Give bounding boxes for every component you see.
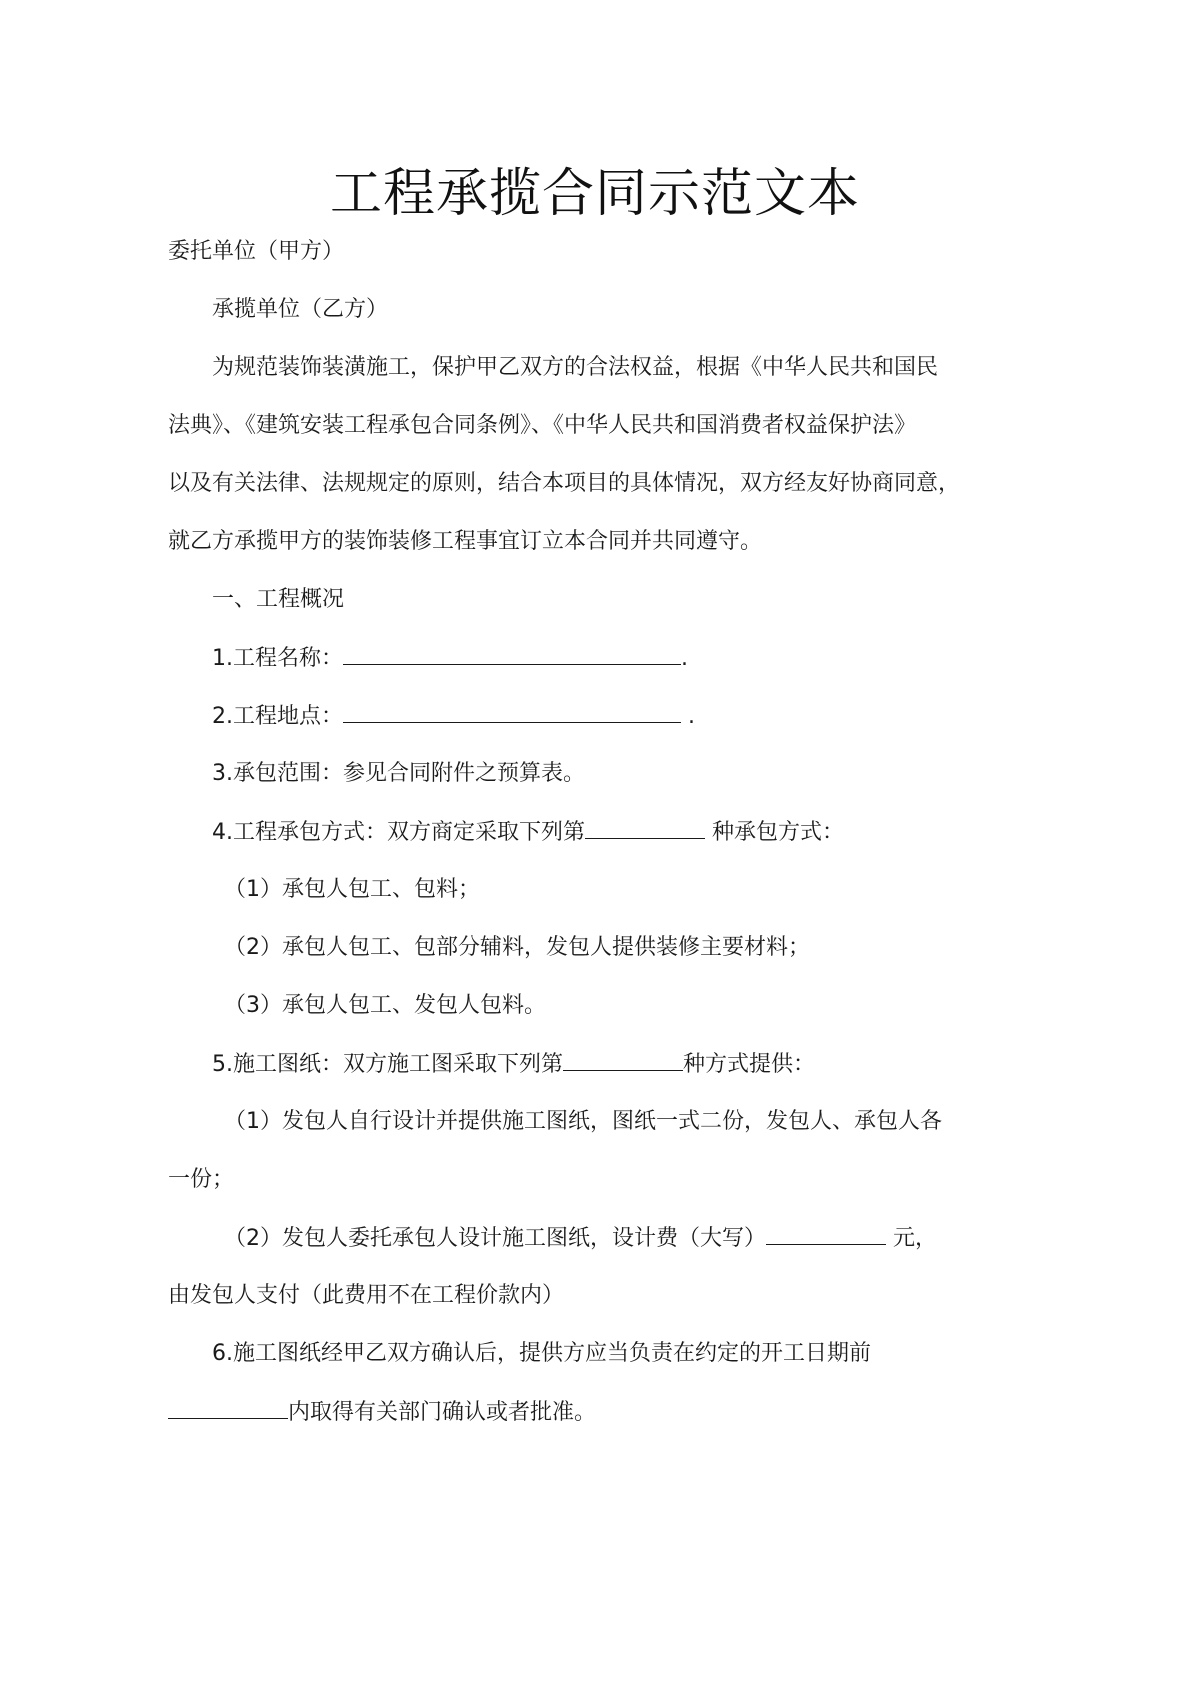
project-location-blank[interactable] xyxy=(343,700,681,723)
method-option-2: （2）承包人包工、包部分辅料，发包人提供装修主要材料； xyxy=(224,935,810,960)
preamble-line-1: 为规范装饰装潢施工，保护甲乙双方的合法权益，根据《中华人民共和国民 xyxy=(212,355,939,380)
drawings-option-1-line-2: 一份； xyxy=(168,1167,235,1192)
project-name-suffix: . xyxy=(681,646,688,671)
preamble-line-4: 就乙方承揽甲方的装饰装修工程事宜订立本合同并共同遵守。 xyxy=(168,529,763,554)
project-name-label: 1.工程名称： xyxy=(212,646,343,671)
drawings-option-2-line-1 xyxy=(224,1222,937,1255)
design-fee-label: （2）发包人委托承包人设计施工图纸，设计费（大写） xyxy=(224,1226,766,1251)
project-location-suffix: . xyxy=(681,704,695,729)
method-option-3: （3）承包人包工、发包人包料。 xyxy=(224,993,546,1018)
section-heading-overview: 一、工程概况 xyxy=(212,587,345,612)
drawings-line xyxy=(212,1048,815,1081)
preamble-line-3: 以及有关法律、法规规定的原则，结合本项目的具体情况，双方经友好协商同意， xyxy=(168,471,961,496)
project-name-line xyxy=(212,642,688,675)
design-fee-suffix: 元， xyxy=(886,1226,937,1251)
approval-line-1: 6.施工图纸经甲乙双方确认后，提供方应当负责在约定的开工日期前 xyxy=(212,1341,871,1366)
approval-suffix: 内取得有关部门确认或者批准。 xyxy=(288,1400,597,1425)
method-option-1: （1）承包人包工、包料； xyxy=(224,877,480,902)
project-name-blank[interactable] xyxy=(343,642,681,665)
project-location-label: 2.工程地点： xyxy=(212,704,343,729)
approval-line-2 xyxy=(168,1396,596,1429)
drawings-label: 5.施工图纸：双方施工图采取下列第 xyxy=(212,1052,563,1077)
party-a-line: 委托单位（甲方） xyxy=(168,239,345,264)
drawings-blank[interactable] xyxy=(563,1048,683,1071)
drawings-option-2-line-2: 由发包人支付（此费用不在工程价款内） xyxy=(168,1283,565,1308)
party-b-line: 承揽单位（乙方） xyxy=(212,297,389,322)
project-location-line xyxy=(212,700,695,733)
design-fee-blank[interactable] xyxy=(766,1222,886,1245)
contract-method-blank[interactable] xyxy=(585,816,705,839)
contract-method-suffix: 种承包方式： xyxy=(705,820,844,845)
drawings-option-1-line-1: （1）发包人自行设计并提供施工图纸，图纸一式二份，发包人、承包人各 xyxy=(224,1109,942,1134)
contract-method-line xyxy=(212,816,844,849)
drawings-suffix: 种方式提供： xyxy=(683,1052,816,1077)
contract-method-label: 4.工程承包方式：双方商定采取下列第 xyxy=(212,820,585,845)
contract-scope-line: 3.承包范围：参见合同附件之预算表。 xyxy=(212,761,585,786)
approval-period-blank[interactable] xyxy=(168,1396,288,1419)
document-title: 工程承揽合同示范文本 xyxy=(329,164,860,224)
preamble-line-2: 法典》、《建筑安装工程承包合同条例》、《中华人民共和国消费者权益保护法》 xyxy=(168,413,917,438)
